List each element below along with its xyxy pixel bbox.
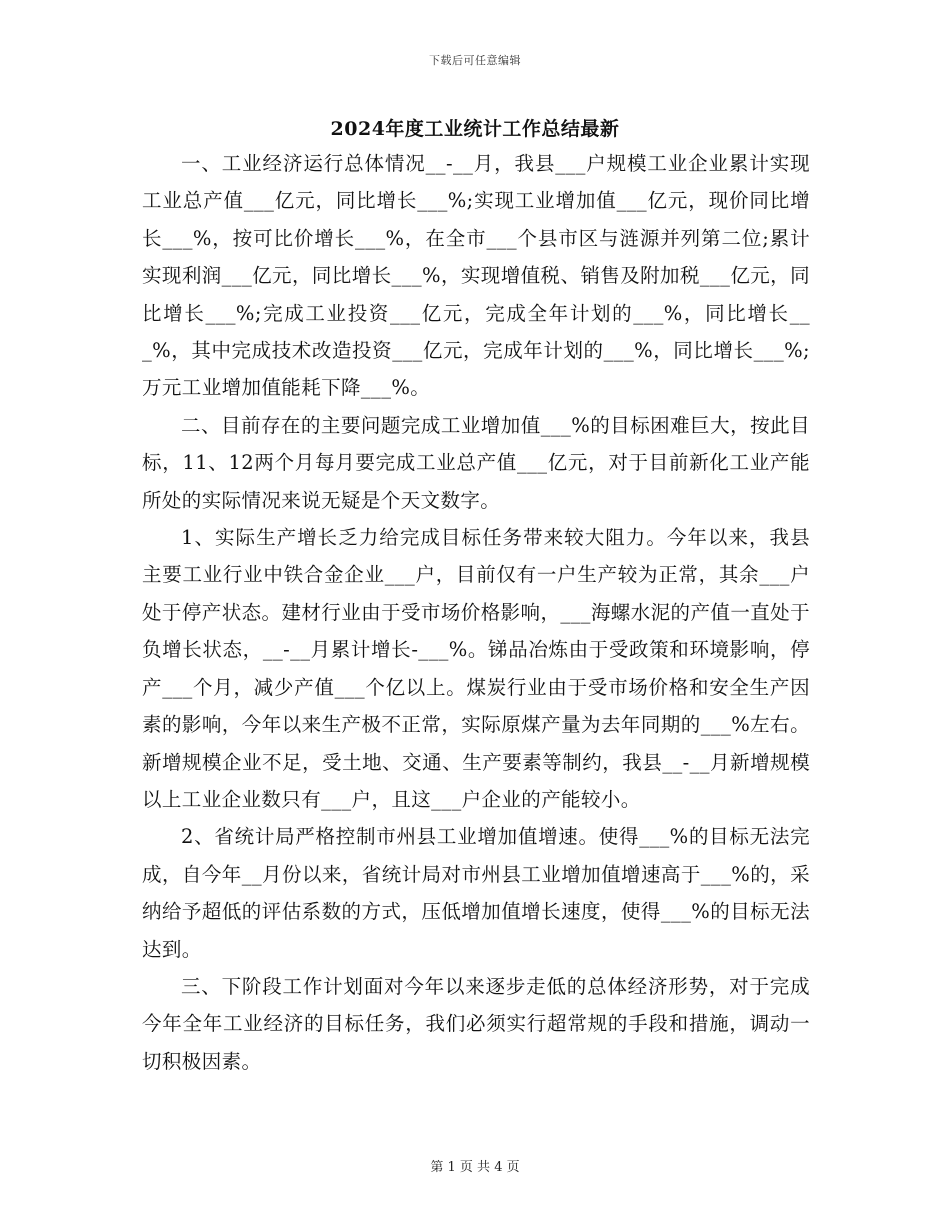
- paragraph-overview: 一、工业经济运行总体情况__-__月，我县___户规模工业企业累计实现工业总产值___亿元，同比增长___%;实现工业增加值___亿元，现价同比增长___%，按可比价增长___%，在全市___个县市区与涟源并列第二位;累计实现利润___亿元，同比增长___%，实现增值税、销售及附加税___亿元，同比增长___%;完成工业投资___亿元，完成全年计划的___%，同比增长___%，其中完成技术改造投资___亿元，完成年计划的___%，同比增长___%;万元工业增加值能耗下降___%。: [142, 152, 810, 400]
- document-title: 2024年度工业统计工作总结最新: [330, 118, 620, 140]
- document-body: [142, 145, 810, 1080]
- paragraph-next-plan: 三、下阶段工作计划面对今年以来逐步走低的总体经济形势，对于完成今年全年工业经济的目标任务，我们必须实行超常规的手段和措施，调动一切积极因素。: [142, 974, 810, 1073]
- header-note: 下载后可任意编辑: [429, 54, 521, 67]
- paragraph-statistics-control: 2、省统计局严格控制市州县工业增加值增速。使得___%的目标无法完成，自今年__月份以来，省统计局对市州县工业增加值增速高于___%的，采纳给予超低的评估系数的方式，压低增加值增长速度，使得___%的目标无法达到。: [142, 825, 810, 961]
- paragraph-production-growth: 1、实际生产增长乏力给完成目标任务带来较大阻力。今年以来，我县主要工业行业中铁合金企业___户，目前仅有一户生产较为正常，其余___户处于停产状态。建材行业由于受市场价格影响，___海螺水泥的产值一直处于负增长状态，__-__月累计增长-___%。锑品冶炼由于受政策和环境影响，停产___个月，减少产值___个亿以上。煤炭行业由于受市场价格和安全生产因素的影响，今年以来生产极不正常，实际原煤产量为去年同期的___%左右。新增规模企业不足，受土地、交通、生产要素等制约，我县__-__月新增规模以上工业企业数只有___户，且这___户企业的产能较小。: [142, 526, 810, 811]
- page-number: 第 1 页 共 4 页: [430, 1160, 520, 1175]
- paragraph-problems: 二、目前存在的主要问题完成工业增加值___%的目标困难巨大，按此目标，11、12两个月每月要完成工业总产值___亿元，对于目前新化工业产能所处的实际情况来说无疑是个天文数字。: [142, 413, 810, 512]
